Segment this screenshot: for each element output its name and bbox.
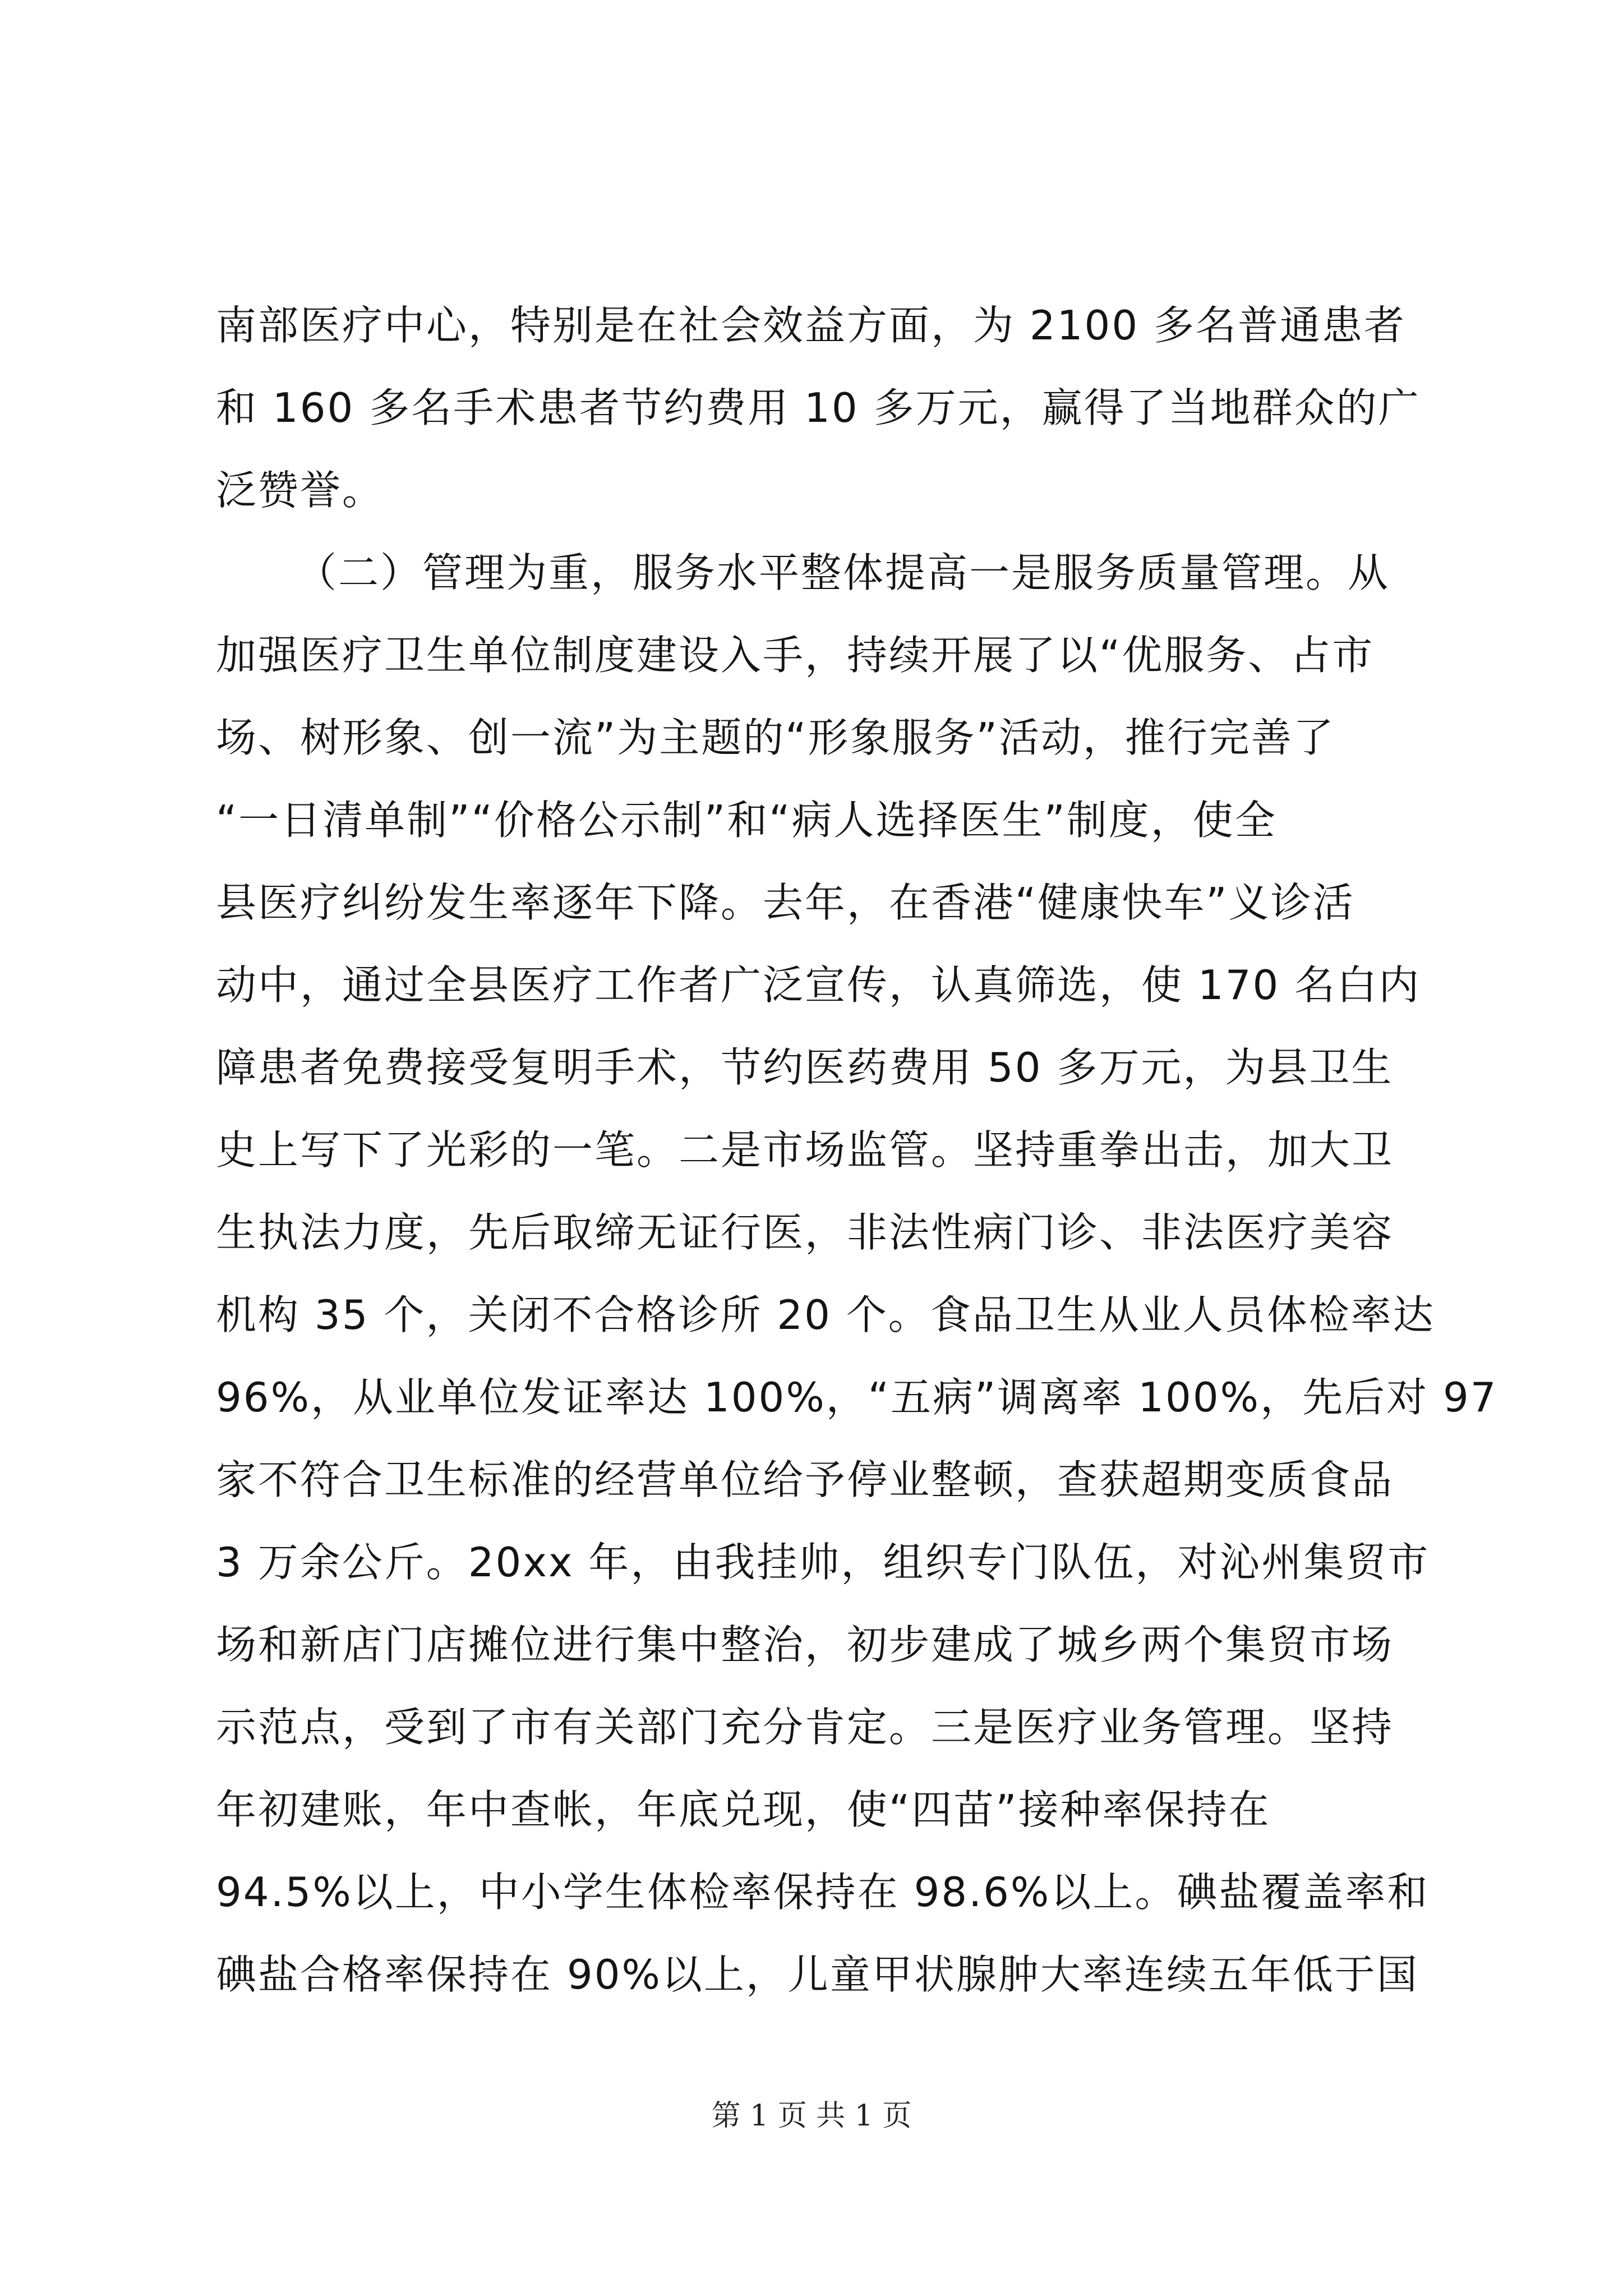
text-line: 和 160 多名手术患者节约费用 10 多万元，赢得了当地群众的广 <box>216 384 1421 431</box>
text-line: 场和新店门店摊位进行集中整治，初步建成了城乡两个集贸市场 <box>216 1621 1394 1668</box>
text-line: 94.5%以上，中小学生体检率保持在 98.6%以上。碘盐覆盖率和 <box>216 1869 1430 1916</box>
page-footer: 第 1 页 共 1 页 <box>711 2099 912 2133</box>
text-line: 县医疗纠纷发生率逐年下降。去年，在香港“健康快车”义诊活 <box>216 879 1355 926</box>
text-line: 障患者免费接受复明手术，节约医药费用 50 多万元，为县卫生 <box>216 1044 1394 1091</box>
text-line: 南部医疗中心，特别是在社会效益方面，为 2100 多名普通患者 <box>216 302 1407 349</box>
text-line: 碘盐合格率保持在 90%以上，儿童甲状腺肿大率连续五年低于国 <box>216 1951 1419 1998</box>
text-line: 史上写下了光彩的一笔。二是市场监管。坚持重拳出击，加大卫 <box>216 1126 1394 1174</box>
paragraph-start-line: （二）管理为重，服务水平整体提高一是服务质量管理。从 <box>296 549 1390 596</box>
text-line: “一日清单制”“价格公示制”和“病人选择医生”制度，使全 <box>216 797 1277 844</box>
text-line: 生执法力度，先后取缔无证行医，非法性病门诊、非法医疗美容 <box>216 1209 1394 1256</box>
text-line: 动中，通过全县医疗工作者广泛宣传，认真筛选，使 170 名白内 <box>216 961 1421 1009</box>
text-line: 家不符合卫生标准的经营单位给予停业整顿，查获超期变质食品 <box>216 1456 1394 1503</box>
text-line: 泛赞誉。 <box>216 467 385 514</box>
text-line: 96%，从业单位发证率达 100%，“五病”调离率 100%，先后对 97 <box>216 1374 1498 1421</box>
text-line: 加强医疗卫生单位制度建设入手，持续开展了以“优服务、占市 <box>216 632 1375 679</box>
text-line: 3 万余公斤。20xx 年，由我挂帅，组织专门队伍，对沁州集贸市 <box>216 1539 1430 1586</box>
text-line: 机构 35 个，关闭不合格诊所 20 个。食品卫生从业人员体检率达 <box>216 1291 1435 1338</box>
text-line: 场、树形象、创一流”为主题的“形象服务”活动，推行完善了 <box>216 714 1335 761</box>
text-line: 年初建账，年中查帐，年底兑现，使“四苗”接种率保持在 <box>216 1786 1271 1833</box>
text-line: 示范点，受到了市有关部门充分肯定。三是医疗业务管理。坚持 <box>216 1704 1394 1751</box>
